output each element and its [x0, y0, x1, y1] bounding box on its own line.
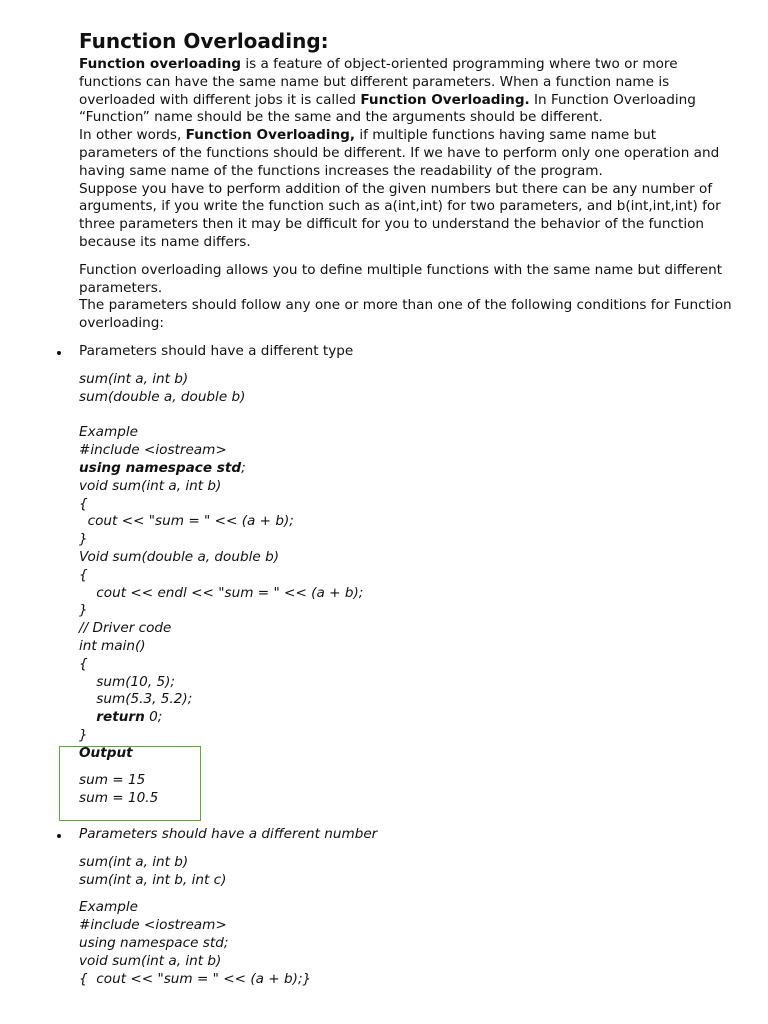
code-line: #include <iostream> — [79, 442, 227, 459]
code-line: sum(5.3, 5.2); — [79, 691, 193, 708]
code-line: void sum(int a, int b) — [79, 477, 222, 494]
code-line: #include <iostream> — [79, 917, 227, 934]
bullet-different-type: Parameters should have a different type — [79, 343, 739, 361]
code-line: } — [79, 531, 88, 548]
output-line: sum = 10.5 — [79, 790, 159, 807]
code-line — [79, 460, 739, 478]
code-line: // Driver code — [79, 620, 172, 637]
code-line: cout << "sum = " << (a + b); — [79, 513, 294, 530]
code-line: void sum(int a, int b) — [79, 952, 222, 969]
code-text: ; — [241, 459, 246, 476]
code-line: { cout << "sum = " << (a + b);} — [79, 970, 312, 987]
code-line: { — [79, 655, 88, 672]
term-function-overloading: Function overloading — [79, 56, 242, 72]
signature-line: sum(int a, int b) — [79, 853, 189, 870]
output-label: Output — [79, 744, 133, 761]
code-line — [79, 709, 739, 727]
example-label: Example — [79, 424, 138, 441]
intro-paragraph-2 — [79, 127, 739, 180]
code-line: Void sum(double a, double b) — [79, 548, 279, 565]
signature-line: sum(int a, int b) — [79, 370, 189, 387]
intro-text: In other words, — [79, 127, 186, 144]
intro-text: In Function Overloading “Function” name should be the same and the arguments should be different. — [79, 91, 696, 126]
code-line: { — [79, 495, 88, 512]
code-line: using namespace std; — [79, 935, 229, 952]
code-line: cout << endl << "sum = " << (a + b); — [79, 584, 364, 601]
term-function-overloading-3: Function Overloading, — [185, 127, 356, 144]
intro-paragraph-1 — [79, 56, 739, 127]
code-keyword: return — [96, 709, 145, 726]
intro-text: is a feature of object-oriented programming where two or more functions can have the same name but different parameters. When a function name is overloaded with different jobs it is called — [79, 56, 678, 108]
intro-paragraph-3: Suppose you have to perform addition of the given numbers but there can be any number of arguments, if you write the function such as a(int,int) for two parameters, and b(int,int,int) for three parameters then it may be difficult for you to understand the behavior of the function because its name differs. — [79, 180, 721, 250]
document-page — [79, 28, 739, 988]
code-keyword: using namespace std — [79, 459, 242, 476]
page-title: Function Overloading: — [79, 29, 329, 53]
code-line: } — [79, 726, 88, 743]
example-label: Example — [79, 899, 138, 916]
signature-line: sum(int a, int b, int c) — [79, 871, 227, 888]
term-function-overloading-2: Function Overloading. — [360, 91, 530, 108]
signature-line: sum(double a, double b) — [79, 388, 246, 405]
code-line: { — [79, 566, 88, 583]
code-text: 0; — [144, 709, 163, 726]
code-line: sum(10, 5); — [79, 673, 175, 690]
bullet-different-number: Parameters should have a different number — [79, 826, 739, 844]
code-indent — [79, 709, 96, 725]
intro-paragraph-5: The parameters should follow any one or more than one of the following conditions for Function overloading: — [79, 297, 732, 332]
code-line: } — [79, 602, 88, 619]
output-line: sum = 15 — [79, 772, 146, 789]
intro-paragraph-4: Function overloading allows you to define multiple functions with the same name but different parameters. — [79, 261, 723, 296]
intro-text: if multiple functions having same name but parameters of the functions should be different. If we have to perform only one operation and having same name of the functions increases the readability of the program. — [79, 127, 720, 179]
code-line: int main() — [79, 637, 146, 654]
